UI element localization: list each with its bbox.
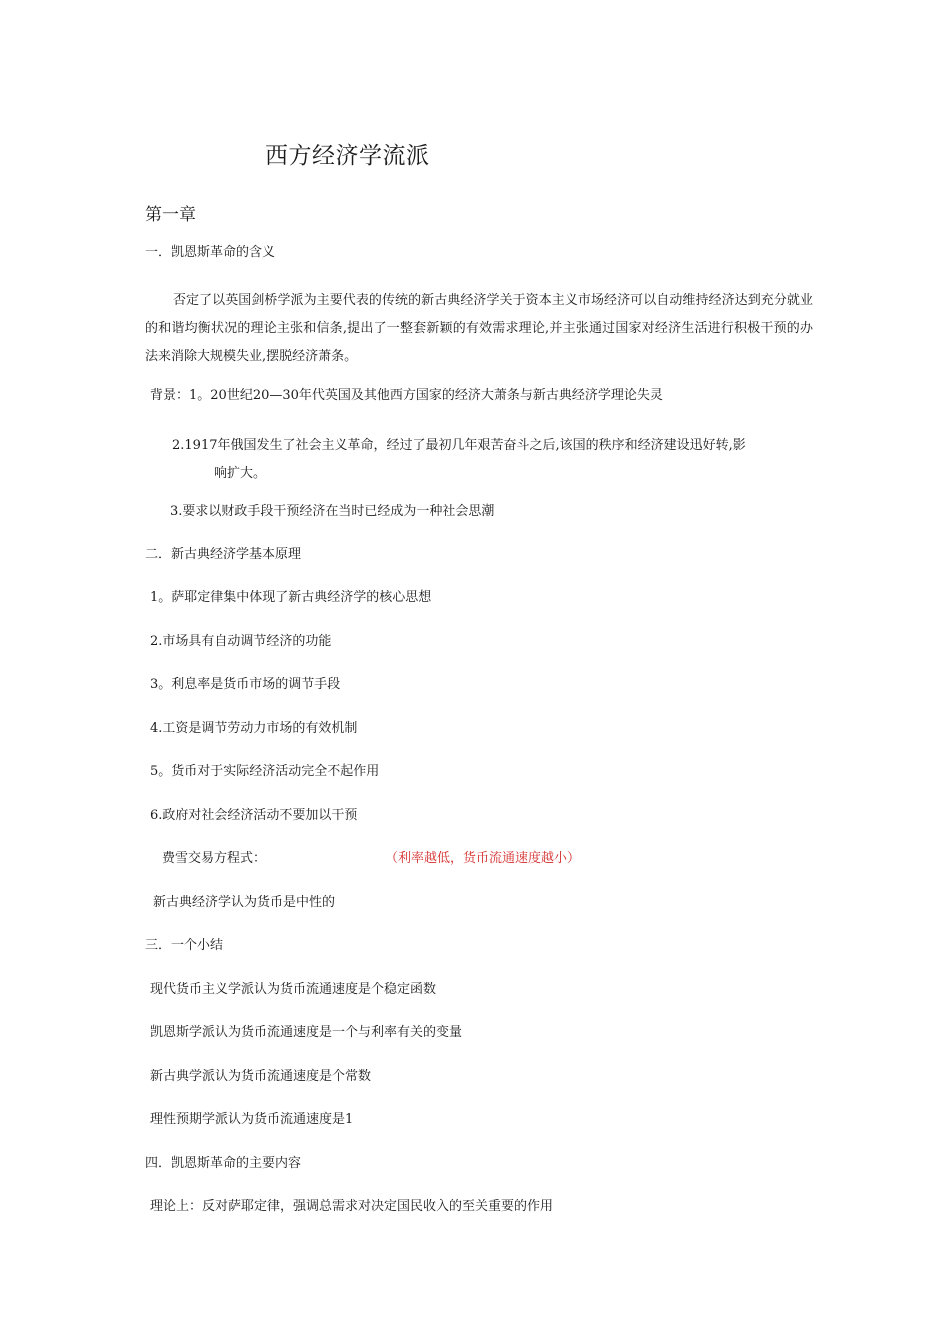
section1-heading: 一．凯恩斯革命的含义 xyxy=(145,245,276,260)
document-title: 西方经济学流派 xyxy=(265,143,430,169)
summary-item-4: 理性预期学派认为货币流通速度是1 xyxy=(150,1112,354,1127)
principle-item-3: 3。利息率是货币市场的调节手段 xyxy=(150,677,341,692)
background-item-2-line1: 2.1917年俄国发生了社会主义革命，经过了最初几年艰苦奋斗之后,该国的秩序和经济建设迅好转,影 xyxy=(172,438,746,453)
summary-item-2: 凯恩斯学派认为货币流通速度是一个与利率有关的变量 xyxy=(150,1025,463,1040)
principle-item-1: 1。萨耶定律集中体现了新古典经济学的核心思想 xyxy=(150,590,432,605)
principle-item-2: 2.市场具有自动调节经济的功能 xyxy=(150,634,332,649)
background-item-2 xyxy=(172,432,812,488)
section3-heading: 三．一个小结 xyxy=(145,938,224,953)
principle-item-5: 5。货币对于实际经济活动完全不起作用 xyxy=(150,764,380,779)
fisher-equation-label: 费雪交易方程式： xyxy=(162,851,267,866)
theory-statement: 理论上：反对萨耶定律，强调总需求对决定国民收入的至关重要的作用 xyxy=(150,1199,554,1214)
background-item-1: 背景：1。20世纪20—30年代英国及其他西方国家的经济大萧条与新古典经济学理论失灵 xyxy=(150,388,663,403)
section2-heading: 二．新古典经济学基本原理 xyxy=(145,547,302,562)
summary-item-3: 新古典学派认为货币流通速度是个常数 xyxy=(150,1069,372,1084)
summary-item-1: 现代货币主义学派认为货币流通速度是个稳定函数 xyxy=(150,982,437,997)
section4-heading: 四．凯恩斯革命的主要内容 xyxy=(145,1156,302,1171)
chapter-heading: 第一章 xyxy=(145,205,196,225)
principle-item-6: 6.政府对社会经济活动不要加以干预 xyxy=(150,808,358,823)
fisher-equation-note: （利率越低，货币流通速度越小） xyxy=(385,851,581,866)
principle-item-4: 4.工资是调节劳动力市场的有效机制 xyxy=(150,721,358,736)
background-item-3: 3.要求以财政手段干预经济在当时已经成为一种社会思潮 xyxy=(170,504,495,519)
section1-paragraph: 否定了以英国剑桥学派为主要代表的传统的新古典经济学关于资本主义市场经济可以自动维持经济达到充分就业的和谐均衡状况的理论主张和信条,提出了一整套新颖的有效需求理论,并主张通过国家对经济生活进行积极干预的办法来消除大规模失业,摆脱经济萧条。 xyxy=(145,293,813,364)
money-neutral-statement: 新古典经济学认为货币是中性的 xyxy=(153,895,336,910)
background-item-2-line2: 响扩大。 xyxy=(214,466,267,481)
